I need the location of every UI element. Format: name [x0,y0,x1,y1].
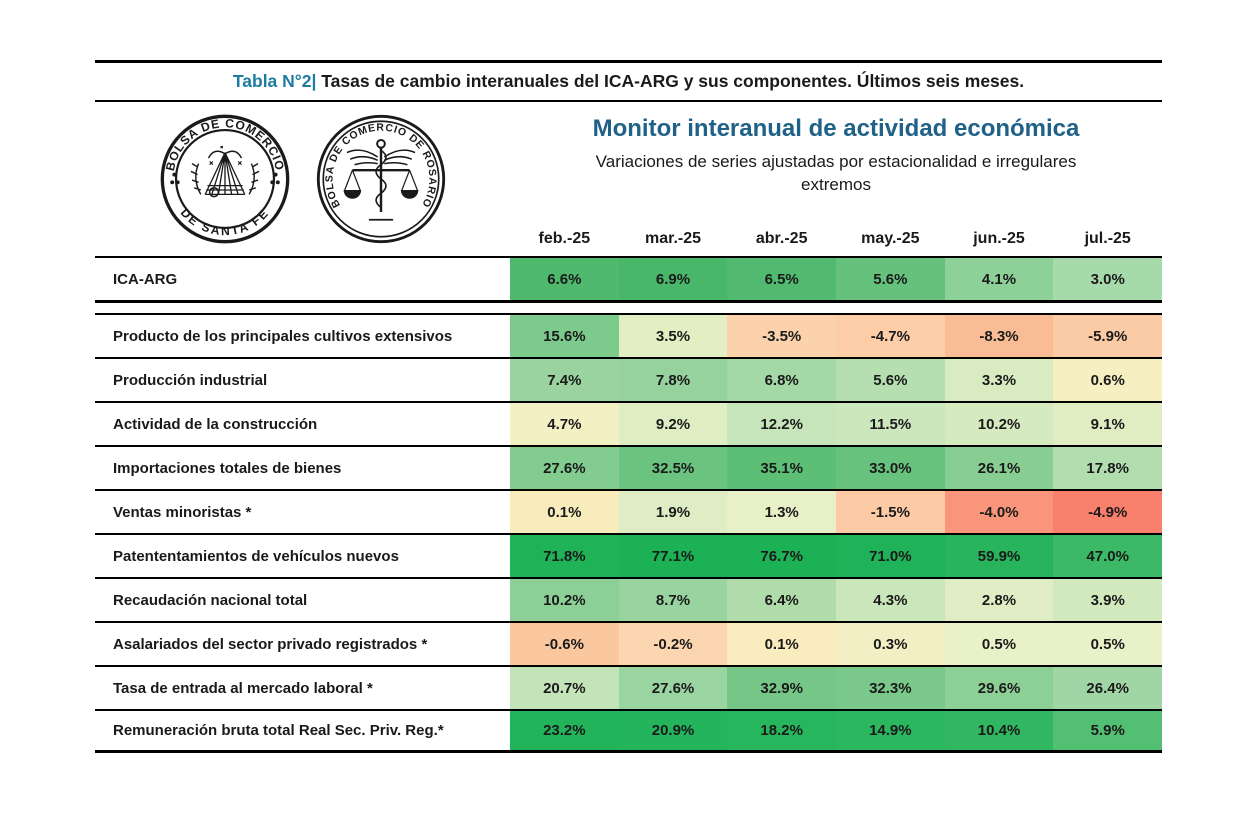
table-row [95,489,1162,533]
value-cell: 5.6% [836,359,945,401]
value-cell: 0.1% [510,491,619,533]
seal-bottom-text: DE SANTA FE [177,205,272,239]
table-row [95,401,1162,445]
wheat-sheaf-emblem-icon [190,146,258,197]
value-cell: -3.5% [727,315,836,357]
value-cell: 10.2% [945,403,1054,445]
table-body [95,256,1162,753]
value-cell: 1.3% [727,491,836,533]
value-cell: 76.7% [727,535,836,577]
section-gap [95,303,1162,313]
row-label: Ventas minoristas * [113,503,252,521]
value-cell: -4.9% [1053,491,1162,533]
value-cell: 32.5% [619,447,728,489]
value-cell: 6.5% [727,258,836,300]
value-cell: 59.9% [945,535,1054,577]
month-header-row [510,221,1162,256]
value-cell: -5.9% [1053,315,1162,357]
subtitle-line-1: Variaciones de series ajustadas por estacionalidad e irregulares [595,152,1077,171]
value-cell: 8.7% [619,579,728,621]
value-cell: 10.4% [945,711,1054,750]
value-cell: 17.8% [1053,447,1162,489]
value-cell: 6.4% [727,579,836,621]
value-cell: 77.1% [619,535,728,577]
table-row [95,665,1162,709]
value-cell: 12.2% [727,403,836,445]
value-cell: 27.6% [619,667,728,709]
value-cell: 3.5% [619,315,728,357]
seal-ring-text: BOLSA DE COMERCIO DE ROSARIO [324,122,438,210]
table-row [95,621,1162,665]
value-cell: 0.5% [945,623,1054,665]
value-cell: 15.6% [510,315,619,357]
value-cell: 6.9% [619,258,728,300]
table-sheet [95,60,1162,753]
bolsa-santa-fe-seal-icon [159,113,291,245]
value-cell: 32.9% [727,667,836,709]
value-cell: 71.8% [510,535,619,577]
table-row [95,357,1162,401]
table-row [95,256,1162,303]
value-cell: 4.3% [836,579,945,621]
table-number-label: Tabla N°2| [232,71,317,91]
value-cell: 11.5% [836,403,945,445]
row-label: Recaudación nacional total [113,591,308,609]
value-cell: 9.1% [1053,403,1162,445]
table-row [95,709,1162,753]
value-cell: 2.8% [945,579,1054,621]
value-cell: 7.4% [510,359,619,401]
row-label: Importaciones totales de bienes [113,459,342,477]
value-cell: 32.3% [836,667,945,709]
bolsa-rosario-seal-icon [315,113,447,245]
table-row [95,577,1162,621]
table-row [95,445,1162,489]
seal-top-text: BOLSA DE COMERCIO [162,116,287,173]
row-label: Patententamientos de vehículos nuevos [113,547,399,565]
value-cell: -0.2% [619,623,728,665]
column-header: may.-25 [861,229,920,247]
column-header: abr.-25 [755,229,808,247]
caduceus-scales-emblem-icon [343,140,418,220]
row-label: Remuneración bruta total Real Sec. Priv. Reg.* [113,722,444,739]
value-cell: -8.3% [945,315,1054,357]
column-header: mar.-25 [644,229,702,247]
value-cell: 33.0% [836,447,945,489]
row-label: ICA-ARG [113,270,178,288]
value-cell: 23.2% [510,711,619,750]
value-cell: 20.7% [510,667,619,709]
value-cell: 0.3% [836,623,945,665]
value-cell: 29.6% [945,667,1054,709]
page-title: Monitor interanual de actividad económica [592,115,1080,142]
value-cell: 4.7% [510,403,619,445]
value-cell: 9.2% [619,403,728,445]
column-header: jun.-25 [973,229,1025,247]
table-caption [95,60,1162,102]
value-cell: 10.2% [510,579,619,621]
value-cell: 4.1% [945,258,1054,300]
value-cell: 26.1% [945,447,1054,489]
logos-group [95,102,510,256]
row-label: Producción industrial [113,371,268,389]
header-titles [510,102,1162,256]
value-cell: 14.9% [836,711,945,750]
value-cell: 5.6% [836,258,945,300]
row-label: Asalariados del sector privado registrados * [113,635,428,653]
column-header: feb.-25 [538,229,591,247]
value-cell: 71.0% [836,535,945,577]
row-label: Producto de los principales cultivos extensivos [113,327,453,345]
value-cell: -4.7% [836,315,945,357]
value-cell: -4.0% [945,491,1054,533]
table-row [95,313,1162,357]
value-cell: -1.5% [836,491,945,533]
value-cell: 1.9% [619,491,728,533]
value-cell: -0.6% [510,623,619,665]
value-cell: 35.1% [727,447,836,489]
value-cell: 3.9% [1053,579,1162,621]
header-section [95,102,1162,256]
table-row [95,533,1162,577]
subtitle-line-2: extremos [801,174,871,194]
row-label: Tasa de entrada al mercado laboral * [113,679,373,697]
column-header: jul.-25 [1084,229,1131,247]
value-cell: 0.6% [1053,359,1162,401]
value-cell: 20.9% [619,711,728,750]
value-cell: 3.3% [945,359,1054,401]
value-cell: 26.4% [1053,667,1162,709]
value-cell: 47.0% [1053,535,1162,577]
value-cell: 6.8% [727,359,836,401]
value-cell: 18.2% [727,711,836,750]
row-label: Actividad de la construcción [113,415,318,433]
value-cell: 5.9% [1053,711,1162,750]
value-cell: 3.0% [1053,258,1162,300]
value-cell: 6.6% [510,258,619,300]
page-subtitle [596,151,1077,197]
table-caption-text: Tasas de cambio interanuales del ICA-ARG y sus componentes. Últimos seis meses. [316,71,1025,91]
value-cell: 27.6% [510,447,619,489]
value-cell: 0.1% [727,623,836,665]
value-cell: 7.8% [619,359,728,401]
value-cell: 0.5% [1053,623,1162,665]
